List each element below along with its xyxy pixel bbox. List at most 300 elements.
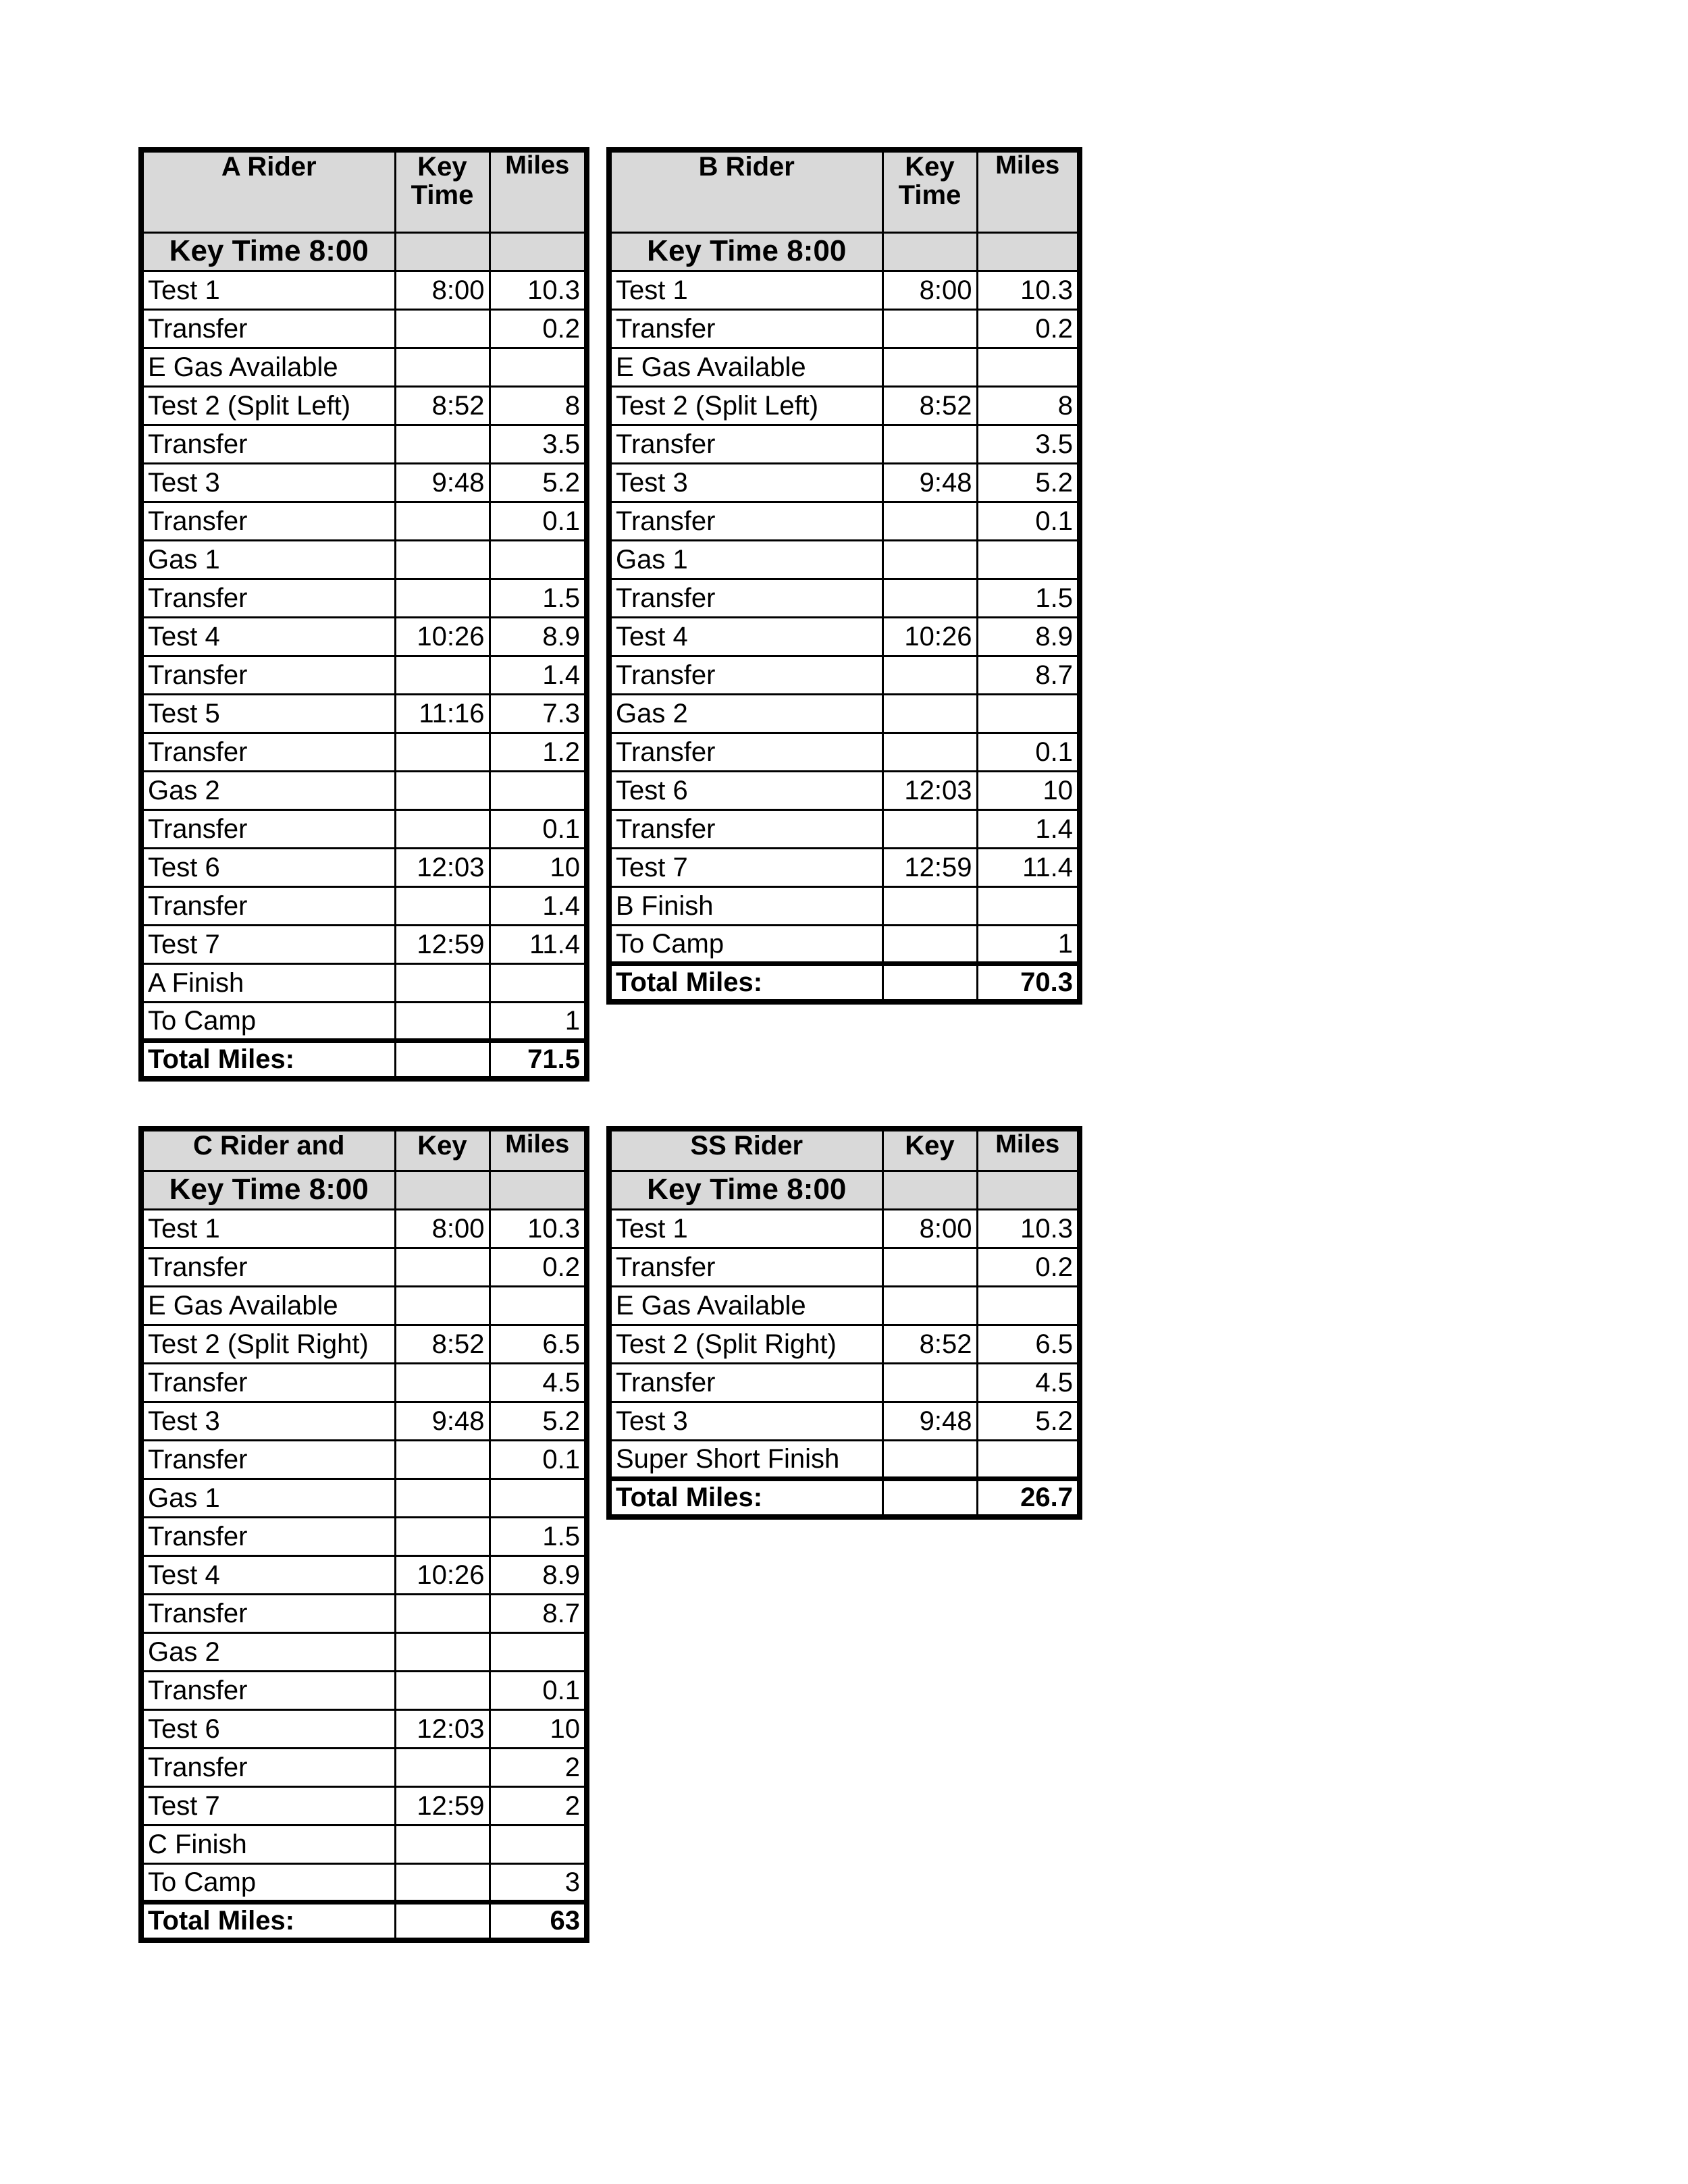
miles-value: 10.3 <box>977 271 1080 309</box>
table-row <box>609 271 1080 309</box>
miles-value: 0.2 <box>490 1248 587 1286</box>
key-time-value <box>882 502 977 540</box>
key-time-value <box>395 540 490 579</box>
stage-label: Transfer <box>141 579 395 617</box>
key-time-value <box>395 579 490 617</box>
table-row <box>141 1002 587 1040</box>
empty-cell <box>977 232 1080 271</box>
miles-value <box>490 1479 587 1517</box>
key-time-header: Key <box>395 1129 490 1171</box>
empty-cell <box>882 963 977 1002</box>
table-row <box>609 386 1080 425</box>
miles-value: 10 <box>977 771 1080 809</box>
key-time-subheader: Key Time 8:00 <box>141 1171 395 1209</box>
miles-value: 6.5 <box>490 1325 587 1363</box>
stage-label: Test 7 <box>609 848 882 886</box>
miles-value: 1.2 <box>490 733 587 771</box>
table-row <box>609 694 1080 733</box>
miles-value: 7.3 <box>490 694 587 733</box>
miles-value <box>490 771 587 809</box>
key-time-subheader: Key Time 8:00 <box>141 232 395 271</box>
table-row <box>141 1671 587 1709</box>
stage-label: Transfer <box>141 1748 395 1786</box>
table-row <box>609 1325 1080 1363</box>
table-row <box>141 1863 587 1902</box>
table-row <box>609 309 1080 348</box>
key-time-value <box>882 348 977 386</box>
total-label: Total Miles: <box>609 1479 882 1517</box>
table-header-row <box>141 1129 587 1171</box>
table-row <box>141 1825 587 1863</box>
miles-header: Miles <box>490 150 587 232</box>
miles-value: 0.1 <box>490 809 587 848</box>
key-time-header: Key Time <box>395 150 490 232</box>
key-time-value <box>882 1363 977 1402</box>
stage-label: Test 4 <box>141 617 395 656</box>
key-time-value <box>882 809 977 848</box>
miles-header: Miles <box>977 1129 1080 1171</box>
miles-value: 8.7 <box>977 656 1080 694</box>
key-time-value <box>882 1286 977 1325</box>
miles-value <box>977 694 1080 733</box>
stage-label: E Gas Available <box>141 348 395 386</box>
table-row <box>609 1286 1080 1325</box>
stage-label: E Gas Available <box>141 1286 395 1325</box>
key-time-value <box>882 540 977 579</box>
key-time-value: 10:26 <box>395 617 490 656</box>
rider-header: SS Rider <box>609 1129 882 1171</box>
stage-label: Transfer <box>609 809 882 848</box>
key-time-value <box>395 1632 490 1671</box>
miles-value: 1.4 <box>490 656 587 694</box>
miles-value: 8 <box>490 386 587 425</box>
key-time-value: 9:48 <box>395 463 490 502</box>
table-row <box>141 1594 587 1632</box>
key-time-subheader: Key Time 8:00 <box>609 232 882 271</box>
stage-label: Transfer <box>141 309 395 348</box>
total-label: Total Miles: <box>609 963 882 1002</box>
total-miles-value: 70.3 <box>977 963 1080 1002</box>
table-row <box>141 848 587 886</box>
miles-value: 1 <box>490 1002 587 1040</box>
key-time-value <box>882 309 977 348</box>
table-row <box>609 925 1080 963</box>
miles-value <box>490 540 587 579</box>
total-label: Total Miles: <box>141 1040 395 1079</box>
key-time-value <box>882 694 977 733</box>
table-row <box>141 925 587 963</box>
table-row <box>141 502 587 540</box>
miles-value <box>977 1440 1080 1479</box>
stage-label: Test 6 <box>141 848 395 886</box>
stage-label: Test 3 <box>609 1402 882 1440</box>
key-time-value <box>395 1863 490 1902</box>
table-row <box>141 1363 587 1402</box>
table-row <box>141 1402 587 1440</box>
key-time-value <box>395 809 490 848</box>
key-time-value <box>395 1517 490 1555</box>
miles-value: 5.2 <box>977 463 1080 502</box>
miles-value: 4.5 <box>490 1363 587 1402</box>
miles-value: 8.9 <box>977 617 1080 656</box>
miles-value: 5.2 <box>490 463 587 502</box>
key-time-header: Key Time <box>882 150 977 232</box>
stage-label: Test 2 (Split Left) <box>141 386 395 425</box>
key-time-value: 9:48 <box>882 463 977 502</box>
miles-value <box>977 1286 1080 1325</box>
table-row <box>141 733 587 771</box>
table-row <box>609 579 1080 617</box>
stage-label: Test 3 <box>141 463 395 502</box>
key-time-value: 11:16 <box>395 694 490 733</box>
key-time-value <box>882 656 977 694</box>
miles-value: 10.3 <box>977 1209 1080 1248</box>
key-time-value <box>882 1248 977 1286</box>
key-time-value <box>395 1286 490 1325</box>
stage-label: Test 2 (Split Right) <box>609 1325 882 1363</box>
table-row <box>141 1248 587 1286</box>
b-rider-table <box>606 147 1082 1005</box>
key-time-value: 12:59 <box>395 1786 490 1825</box>
key-time-value <box>882 579 977 617</box>
stage-label: Transfer <box>609 656 882 694</box>
miles-value: 1.5 <box>490 1517 587 1555</box>
table-row <box>141 463 587 502</box>
table-row <box>609 348 1080 386</box>
stage-label: Transfer <box>141 1594 395 1632</box>
table-row <box>609 1363 1080 1402</box>
stage-label: To Camp <box>141 1002 395 1040</box>
key-time-value: 8:52 <box>882 1325 977 1363</box>
key-time-value: 9:48 <box>882 1402 977 1440</box>
miles-value: 2 <box>490 1748 587 1786</box>
key-time-value <box>395 1248 490 1286</box>
stage-label: To Camp <box>609 925 882 963</box>
total-miles-row <box>609 963 1080 1002</box>
miles-value: 0.1 <box>490 502 587 540</box>
miles-value <box>490 963 587 1002</box>
ss-rider-table <box>606 1126 1082 1520</box>
total-miles-value: 63 <box>490 1902 587 1940</box>
table-header-row <box>141 150 587 232</box>
miles-value: 1.4 <box>977 809 1080 848</box>
key-time-value <box>395 771 490 809</box>
stage-label: Transfer <box>609 1363 882 1402</box>
empty-cell <box>395 1902 490 1940</box>
stage-label: Transfer <box>141 1440 395 1479</box>
miles-value: 1.5 <box>977 579 1080 617</box>
table-row <box>141 617 587 656</box>
stage-label: Gas 1 <box>141 540 395 579</box>
empty-cell <box>490 232 587 271</box>
miles-value <box>490 348 587 386</box>
key-time-value: 12:59 <box>395 925 490 963</box>
table-row <box>609 886 1080 925</box>
key-time-value: 8:52 <box>882 386 977 425</box>
rider-header: B Rider <box>609 150 882 232</box>
key-time-value <box>395 1748 490 1786</box>
key-time-value: 12:59 <box>882 848 977 886</box>
total-miles-row <box>141 1040 587 1079</box>
miles-value: 0.2 <box>977 309 1080 348</box>
stage-label: Transfer <box>609 425 882 463</box>
miles-value: 10.3 <box>490 271 587 309</box>
table-row <box>141 1709 587 1748</box>
table-row <box>609 848 1080 886</box>
table-header-row <box>609 1129 1080 1171</box>
miles-value: 0.2 <box>977 1248 1080 1286</box>
stage-label: A Finish <box>141 963 395 1002</box>
miles-value: 4.5 <box>977 1363 1080 1402</box>
stage-label: Test 7 <box>141 1786 395 1825</box>
empty-cell <box>882 1479 977 1517</box>
table-row <box>141 540 587 579</box>
stage-label: Test 2 (Split Right) <box>141 1325 395 1363</box>
miles-value: 1.5 <box>490 579 587 617</box>
stage-label: Test 6 <box>609 771 882 809</box>
stage-label: Transfer <box>141 1671 395 1709</box>
key-time-value: 8:00 <box>395 271 490 309</box>
stage-label: Test 3 <box>609 463 882 502</box>
empty-cell <box>490 1171 587 1209</box>
key-time-value <box>395 886 490 925</box>
key-time-value <box>395 1594 490 1632</box>
table-row <box>141 1479 587 1517</box>
stage-label: Transfer <box>141 1517 395 1555</box>
rider-header: C Rider and <box>141 1129 395 1171</box>
miles-value: 5.2 <box>490 1402 587 1440</box>
stage-label: Transfer <box>609 733 882 771</box>
key-time-value <box>882 925 977 963</box>
table-row <box>609 1209 1080 1248</box>
stage-label: B Finish <box>609 886 882 925</box>
stage-label: Transfer <box>141 425 395 463</box>
table-row <box>609 1402 1080 1440</box>
key-time-value <box>395 963 490 1002</box>
key-time-value: 8:00 <box>882 271 977 309</box>
miles-value: 1.4 <box>490 886 587 925</box>
total-miles-row <box>141 1902 587 1940</box>
a-rider-table <box>138 147 589 1082</box>
key-time-value <box>395 348 490 386</box>
key-time-header: Key <box>882 1129 977 1171</box>
stage-label: To Camp <box>141 1863 395 1902</box>
total-miles-value: 71.5 <box>490 1040 587 1079</box>
stage-label: Transfer <box>609 1248 882 1286</box>
table-row <box>141 348 587 386</box>
empty-cell <box>395 232 490 271</box>
key-time-value: 8:52 <box>395 1325 490 1363</box>
miles-value: 10 <box>490 848 587 886</box>
table-row <box>609 1248 1080 1286</box>
table-row <box>141 1555 587 1594</box>
miles-value: 2 <box>490 1786 587 1825</box>
key-time-value: 12:03 <box>395 1709 490 1748</box>
stage-label: Test 3 <box>141 1402 395 1440</box>
miles-value: 8.9 <box>490 617 587 656</box>
miles-header: Miles <box>977 150 1080 232</box>
stage-label: Super Short Finish <box>609 1440 882 1479</box>
miles-value: 8 <box>977 386 1080 425</box>
miles-value: 3.5 <box>490 425 587 463</box>
key-time-value <box>395 1479 490 1517</box>
key-time-value <box>395 1671 490 1709</box>
key-time-value: 10:26 <box>395 1555 490 1594</box>
stage-label: Gas 1 <box>141 1479 395 1517</box>
miles-value: 5.2 <box>977 1402 1080 1440</box>
stage-label: Test 1 <box>141 1209 395 1248</box>
stage-label: Gas 2 <box>141 771 395 809</box>
key-time-value: 10:26 <box>882 617 977 656</box>
key-time-value: 8:52 <box>395 386 490 425</box>
table-row <box>141 425 587 463</box>
empty-cell <box>977 1171 1080 1209</box>
stage-label: Gas 2 <box>141 1632 395 1671</box>
table-row <box>609 809 1080 848</box>
table-row <box>609 1440 1080 1479</box>
table-row <box>141 309 587 348</box>
key-time-value <box>395 656 490 694</box>
key-time-value <box>395 1440 490 1479</box>
empty-cell <box>882 232 977 271</box>
table-row <box>141 1209 587 1248</box>
table-row <box>609 771 1080 809</box>
key-time-value: 9:48 <box>395 1402 490 1440</box>
stage-label: Transfer <box>609 309 882 348</box>
key-time-value <box>395 1825 490 1863</box>
table-row <box>141 1440 587 1479</box>
table-row <box>141 271 587 309</box>
table-row <box>609 463 1080 502</box>
stage-label: Transfer <box>141 886 395 925</box>
stage-label: E Gas Available <box>609 1286 882 1325</box>
miles-value: 0.1 <box>490 1671 587 1709</box>
key-time-value <box>395 425 490 463</box>
table-row <box>141 1286 587 1325</box>
key-time-value: 12:03 <box>882 771 977 809</box>
stage-label: Test 5 <box>141 694 395 733</box>
key-time-value <box>882 1440 977 1479</box>
stage-label: Test 2 (Split Left) <box>609 386 882 425</box>
table-row <box>141 886 587 925</box>
stage-label: Test 4 <box>141 1555 395 1594</box>
stage-label: Transfer <box>141 809 395 848</box>
stage-label: Test 6 <box>141 1709 395 1748</box>
miles-value <box>490 1825 587 1863</box>
table-row <box>609 617 1080 656</box>
stage-label: Gas 1 <box>609 540 882 579</box>
table-row <box>141 1325 587 1363</box>
stage-label: Transfer <box>609 579 882 617</box>
empty-cell <box>882 1171 977 1209</box>
key-time-subheader-row <box>141 232 587 271</box>
stage-label: Test 1 <box>141 271 395 309</box>
miles-value <box>490 1632 587 1671</box>
key-time-subheader-row <box>609 232 1080 271</box>
table-row <box>609 425 1080 463</box>
rider-header: A Rider <box>141 150 395 232</box>
key-time-value <box>395 502 490 540</box>
stage-label: Transfer <box>141 656 395 694</box>
table-row <box>141 1517 587 1555</box>
empty-cell <box>395 1171 490 1209</box>
table-row <box>141 579 587 617</box>
stage-label: Transfer <box>141 1248 395 1286</box>
table-row <box>141 1748 587 1786</box>
stage-label: Transfer <box>141 502 395 540</box>
table-row <box>609 540 1080 579</box>
stage-label: Transfer <box>141 1363 395 1402</box>
key-time-value <box>882 425 977 463</box>
miles-value: 3.5 <box>977 425 1080 463</box>
stage-label: Gas 2 <box>609 694 882 733</box>
key-time-value: 8:00 <box>395 1209 490 1248</box>
key-time-subheader-row <box>609 1171 1080 1209</box>
key-time-value <box>395 309 490 348</box>
miles-value: 10.3 <box>490 1209 587 1248</box>
miles-value <box>490 1286 587 1325</box>
miles-value: 0.2 <box>490 309 587 348</box>
table-row <box>141 963 587 1002</box>
table-row <box>609 733 1080 771</box>
miles-value: 8.9 <box>490 1555 587 1594</box>
table-row <box>141 1632 587 1671</box>
key-time-subheader-row <box>141 1171 587 1209</box>
key-time-value <box>882 886 977 925</box>
table-row <box>141 809 587 848</box>
total-label: Total Miles: <box>141 1902 395 1940</box>
total-miles-row <box>609 1479 1080 1517</box>
miles-value <box>977 348 1080 386</box>
miles-value: 0.1 <box>977 502 1080 540</box>
table-row <box>141 694 587 733</box>
stage-label: Test 1 <box>609 271 882 309</box>
key-time-value: 8:00 <box>882 1209 977 1248</box>
miles-value: 0.1 <box>977 733 1080 771</box>
stage-label: Transfer <box>609 502 882 540</box>
miles-value: 11.4 <box>490 925 587 963</box>
empty-cell <box>395 1040 490 1079</box>
key-time-value <box>395 1002 490 1040</box>
miles-value: 0.1 <box>490 1440 587 1479</box>
miles-header: Miles <box>490 1129 587 1171</box>
key-time-value <box>882 733 977 771</box>
total-miles-value: 26.7 <box>977 1479 1080 1517</box>
key-time-value: 12:03 <box>395 848 490 886</box>
key-time-value <box>395 733 490 771</box>
miles-value: 10 <box>490 1709 587 1748</box>
miles-value <box>977 886 1080 925</box>
miles-value <box>977 540 1080 579</box>
stage-label: C Finish <box>141 1825 395 1863</box>
table-header-row <box>609 150 1080 232</box>
miles-value: 1 <box>977 925 1080 963</box>
miles-value: 6.5 <box>977 1325 1080 1363</box>
stage-label: E Gas Available <box>609 348 882 386</box>
c-rider-table <box>138 1126 589 1943</box>
stage-label: Transfer <box>141 733 395 771</box>
stage-label: Test 1 <box>609 1209 882 1248</box>
table-row <box>141 656 587 694</box>
table-row <box>609 656 1080 694</box>
table-row <box>609 502 1080 540</box>
key-time-subheader: Key Time 8:00 <box>609 1171 882 1209</box>
table-row <box>141 771 587 809</box>
table-row <box>141 386 587 425</box>
miles-value: 8.7 <box>490 1594 587 1632</box>
table-row <box>141 1786 587 1825</box>
stage-label: Test 7 <box>141 925 395 963</box>
